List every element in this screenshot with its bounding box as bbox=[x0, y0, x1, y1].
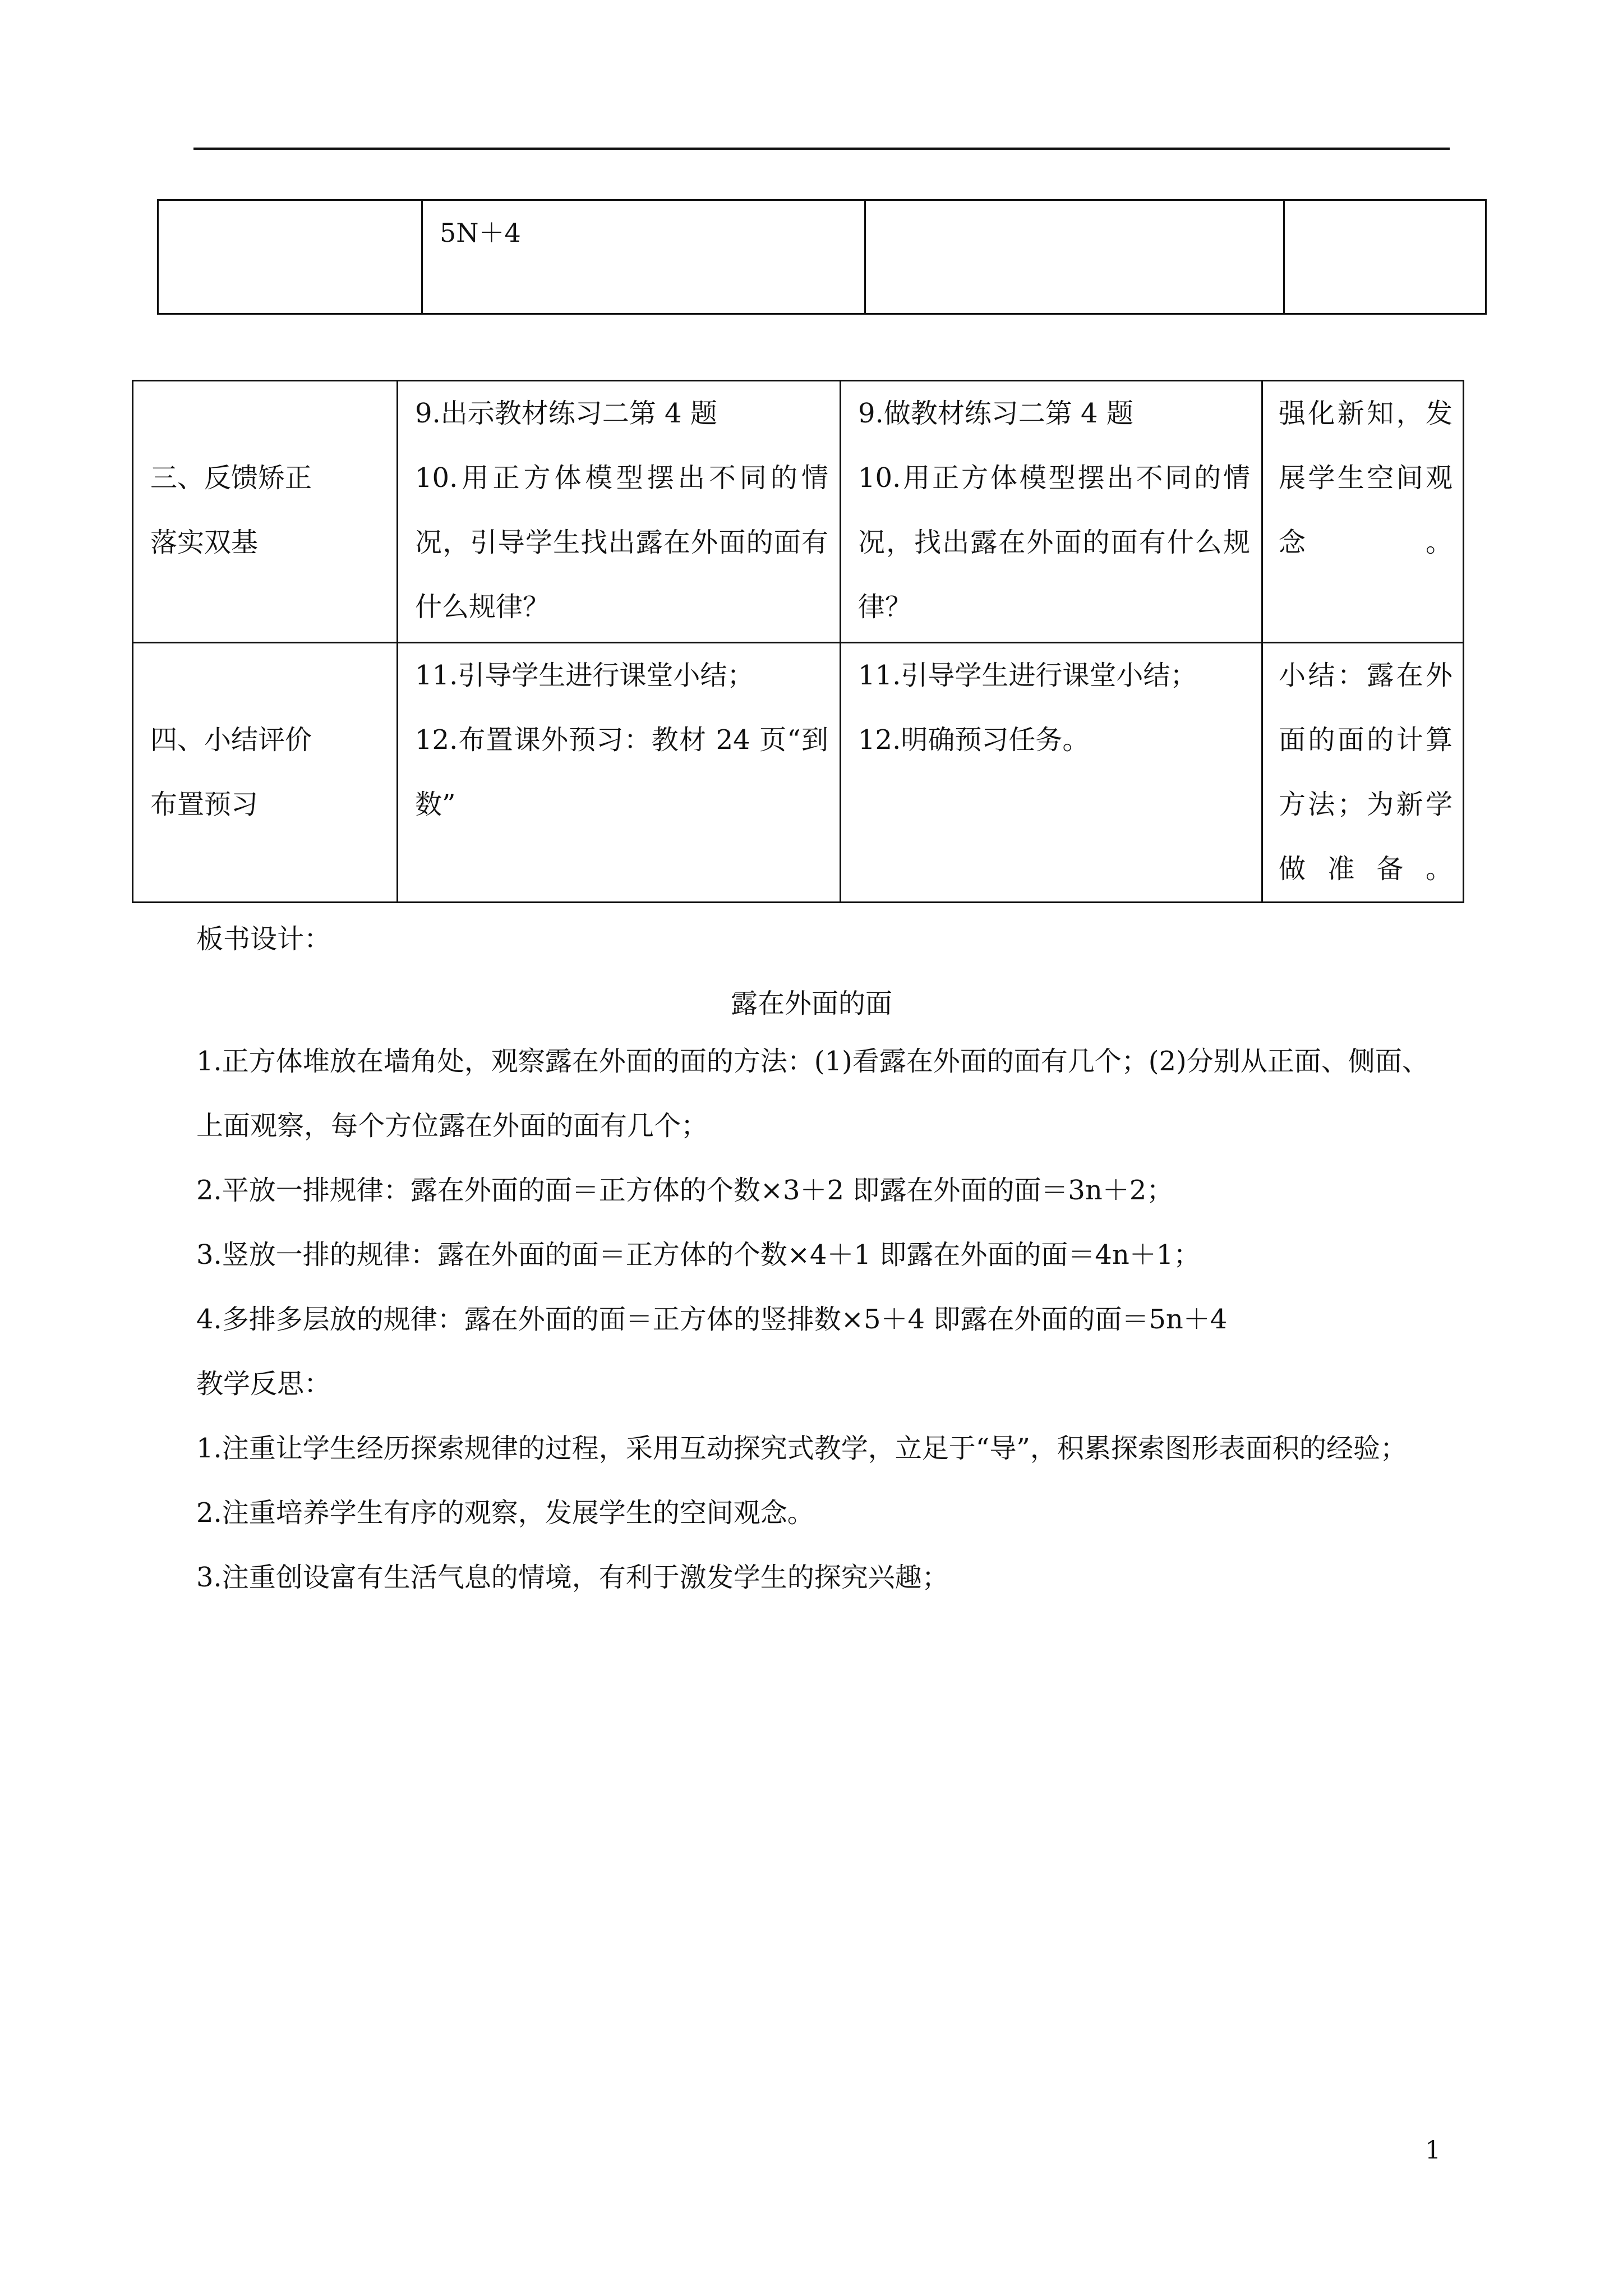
page-number: 1 bbox=[1425, 2136, 1441, 2165]
stage-line: 四、小结评价 bbox=[150, 724, 312, 756]
list-item: 3.注重创设富有生活气息的情境，有利于激发学生的探究兴趣； bbox=[196, 1562, 949, 1593]
design-intent-cell bbox=[1262, 381, 1464, 643]
teacher-activity-line: 10.用正方体模型摆出不同的情况，引导学生找出露在外面的面有什么规律？ bbox=[415, 462, 828, 623]
header-rule bbox=[193, 148, 1450, 150]
stage-line: 布置预习 bbox=[150, 789, 259, 820]
list-item: 4.多排多层放的规律：露在外面的面＝正方体的竖排数×5＋4 即露在外面的面＝5n＋4 bbox=[196, 1304, 1228, 1335]
list-item: 2.平放一排规律：露在外面的面＝正方体的个数×3＋2 即露在外面的面＝3n＋2； bbox=[196, 1175, 1174, 1206]
teacher-activity-cell bbox=[398, 643, 841, 903]
list-item: 1.注重让学生经历探索规律的过程，采用互动探究式教学，立足于“导”，积累探索图形表面积的经验； bbox=[196, 1433, 1407, 1464]
reflection-label: 教学反思： bbox=[196, 1368, 331, 1400]
student-activity-line: 12.明确预习任务。 bbox=[858, 724, 1090, 756]
student-activity-line: 9.做教材练习二第 4 题 bbox=[858, 398, 1133, 429]
board-design-title: 露在外面的面 bbox=[730, 988, 892, 1019]
table-cell bbox=[865, 200, 1284, 314]
stage-line: 三、反馈矫正 bbox=[150, 462, 312, 494]
table-cell bbox=[158, 200, 422, 314]
design-intent-text: 强化新知，发展学生空间观念。 bbox=[1279, 398, 1453, 558]
teacher-activity-line: 12.布置课外预习：教材 24 页“到数” bbox=[415, 724, 828, 820]
table-cell bbox=[1284, 200, 1486, 314]
design-intent-text: 小结：露在外面的面的计算方法；为新学做准备。 bbox=[1279, 660, 1453, 885]
list-item: 2.注重培养学生有序的观察，发展学生的空间观念。 bbox=[196, 1497, 814, 1529]
list-item: 1.正方体堆放在墙角处，观察露在外面的面的方法：(1)看露在外面的面有几个；(2)分别从正面、侧面、上面观察，每个方位露在外面的面有几个； bbox=[196, 1046, 1429, 1142]
table-row bbox=[133, 643, 1464, 903]
stage-line: 落实双基 bbox=[150, 527, 259, 558]
student-activity-cell bbox=[841, 381, 1262, 643]
board-design-label: 板书设计： bbox=[196, 923, 331, 955]
teacher-activity-cell bbox=[398, 381, 841, 643]
stage-cell bbox=[133, 381, 398, 643]
continued-table bbox=[157, 199, 1487, 315]
formula-text: 5N＋4 bbox=[440, 218, 521, 248]
teacher-activity-line: 11.引导学生进行课堂小结； bbox=[415, 660, 754, 691]
table-row bbox=[158, 200, 1486, 314]
table-row bbox=[133, 381, 1464, 643]
table-cell bbox=[422, 200, 865, 314]
teacher-activity-line: 9.出示教材练习二第 4 题 bbox=[415, 398, 717, 429]
student-activity-line: 11.引导学生进行课堂小结； bbox=[858, 660, 1197, 691]
lesson-process-table bbox=[132, 380, 1464, 903]
reflection-section bbox=[196, 1352, 1447, 1610]
list-item: 3.竖放一排的规律：露在外面的面＝正方体的个数×4＋1 即露在外面的面＝4n＋1； bbox=[196, 1239, 1201, 1271]
stage-cell bbox=[133, 643, 398, 903]
student-activity-cell bbox=[841, 643, 1262, 903]
student-activity-line: 10.用正方体模型摆出不同的情况，找出露在外面的面有什么规律？ bbox=[858, 462, 1250, 623]
design-intent-cell bbox=[1262, 643, 1464, 903]
board-design-list bbox=[196, 1029, 1447, 1352]
